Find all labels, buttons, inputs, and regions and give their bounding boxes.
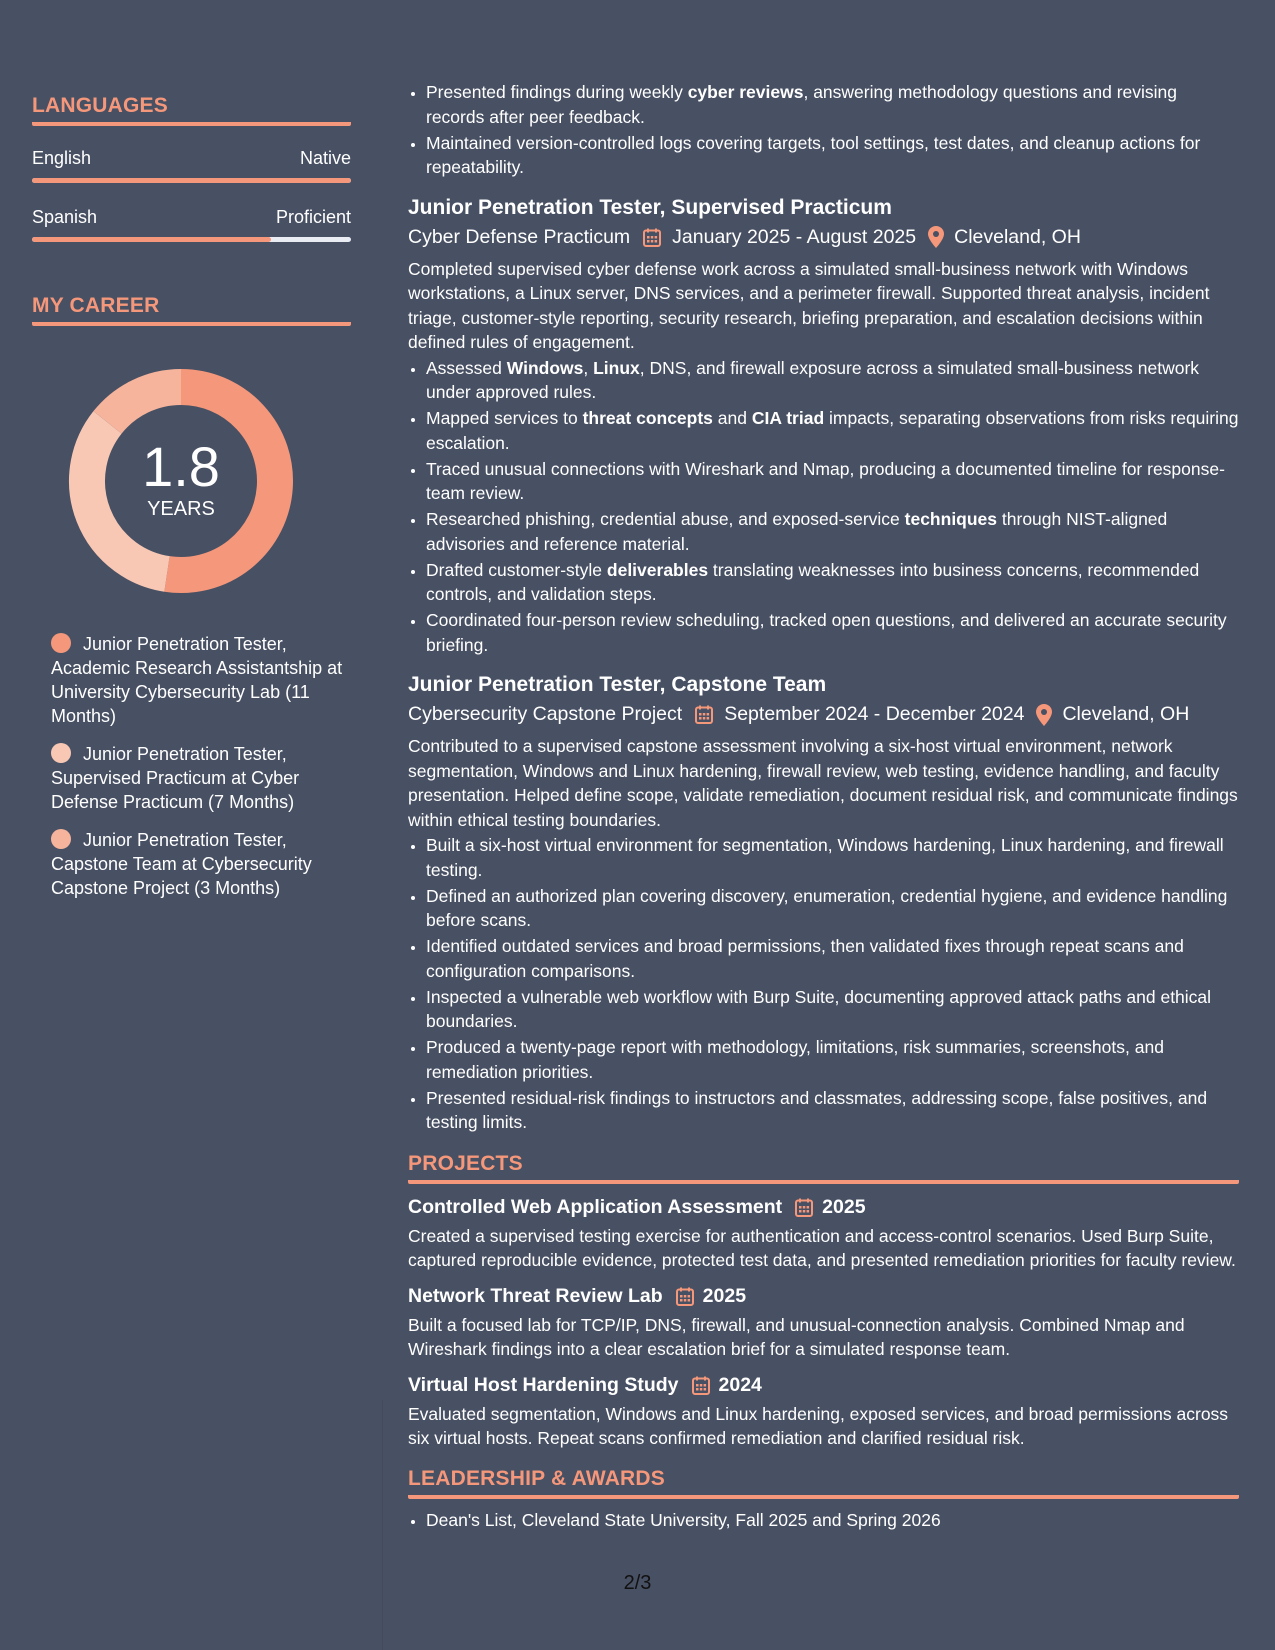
leadership-title: LEADERSHIP & AWARDS	[408, 1467, 1239, 1499]
job-location: Cleveland, OH	[954, 225, 1081, 248]
legend-label: Junior Penetration Tester, Academic Research Assistantship at University Cybersecurity Lab (11 Months)	[51, 634, 343, 726]
bullet-text: Produced a twenty-page report with methodology, limitations, risk summaries, screenshots, and remediation priorities.	[426, 1037, 1164, 1082]
leadership-list	[408, 1508, 1239, 1533]
career-legend-item	[51, 828, 351, 900]
legend-dot	[51, 633, 71, 653]
project-header	[408, 1285, 1239, 1308]
job-location: Cleveland, OH	[1062, 703, 1190, 725]
languages-title: LANGUAGES	[32, 94, 351, 126]
project-year: 2024	[718, 1373, 762, 1396]
experience-list	[408, 196, 1239, 1135]
language-row	[32, 148, 351, 169]
calendar-icon-svg	[675, 1286, 695, 1307]
calendar-icon	[694, 704, 714, 725]
job-dates: January 2025 - August 2025	[672, 225, 917, 248]
bullet-text: Drafted customer-style	[426, 559, 607, 580]
legend-label: Junior Penetration Tester, Capstone Team at Cybersecurity Capstone Project (3 Months)	[51, 830, 312, 898]
job-entry	[408, 196, 1239, 658]
project-entry	[408, 1285, 1239, 1362]
bullet-text: impacts, separating observations from risks requiring escalation.	[426, 408, 1239, 453]
career-legend-item	[51, 742, 351, 814]
map-pin-icon-svg	[928, 226, 944, 248]
job-organization: Cybersecurity Capstone Project	[408, 703, 683, 725]
bullet-keyword: Linux	[593, 357, 640, 378]
bullet-text: Presented findings during weekly	[426, 82, 688, 102]
language-name: English	[32, 148, 92, 168]
bullet-item	[426, 131, 1239, 180]
language-item	[32, 148, 351, 183]
projects-list	[408, 1196, 1239, 1451]
career-legend-item	[51, 632, 351, 728]
bullet-item	[426, 608, 1239, 657]
main-content	[408, 0, 1239, 1534]
map-pin-icon	[928, 226, 944, 248]
bullet-text: Coordinated four-person review scheduling, tracked open questions, and delivered an accurate security briefing.	[426, 610, 1227, 655]
bullet-text: Assessed	[426, 357, 507, 378]
bullet-item	[426, 356, 1239, 405]
language-proficiency-fill	[32, 178, 351, 183]
column-divider	[382, 1400, 383, 1650]
bullet-item	[426, 934, 1239, 983]
map-pin-icon	[1036, 704, 1052, 726]
project-entry	[408, 1196, 1239, 1273]
calendar-icon	[691, 1375, 711, 1396]
bullet-keyword: deliverables	[606, 559, 709, 580]
job-bullets	[408, 356, 1239, 658]
job-meta	[408, 226, 1239, 249]
map-pin-icon-svg	[1036, 704, 1052, 726]
language-name: Spanish	[32, 207, 98, 227]
bullet-item	[426, 985, 1239, 1034]
job-title: Junior Penetration Tester, Capstone Team	[408, 673, 827, 696]
project-description: Built a focused lab for TCP/IP, DNS, firewall, and unusual-connection analysis. Combined Nmap and Wireshark findings into a clear escalation brief for a simulated response team.	[408, 1314, 1185, 1359]
bullet-text: Maintained version-controlled logs covering targets, tool settings, test dates, and cleanup actions for repeatability.	[426, 132, 1201, 177]
calendar-icon-svg	[642, 227, 662, 248]
bullet-keyword: threat concepts	[582, 408, 713, 428]
project-name: Virtual Host Hardening Study	[408, 1373, 679, 1396]
bullet-keyword: cyber reviews	[687, 82, 804, 102]
calendar-icon	[642, 227, 662, 248]
bullet-text: translating weaknesses into business concerns, recommended controls, and validation steps.	[426, 559, 1200, 604]
bullet-item	[426, 1086, 1239, 1135]
career-legend	[32, 632, 351, 900]
project-description: Evaluated segmentation, Windows and Linux hardening, exposed services, and broad permissions across six virtual hosts. Repeat scans confirmed remediation and clarified residual risk.	[408, 1403, 1229, 1448]
sidebar	[32, 0, 351, 914]
bullet-text: ,	[583, 357, 594, 378]
legend-dot	[51, 743, 71, 763]
bullet-text: Mapped services to	[426, 408, 583, 428]
language-row	[32, 207, 351, 228]
project-header	[408, 1196, 1239, 1219]
bullet-text: and	[712, 408, 752, 428]
bullet-item	[426, 507, 1239, 556]
language-level: Native	[299, 148, 351, 168]
bullet-item	[426, 833, 1239, 882]
project-entry	[408, 1374, 1239, 1451]
bullet-text: Presented residual-risk findings to instructors and classmates, addressing scope, false positives, and testing limits.	[426, 1087, 1208, 1132]
job-dates: September 2024 - December 2024	[724, 703, 1025, 725]
calendar-icon-svg	[691, 1375, 711, 1396]
bullet-item	[426, 80, 1239, 129]
project-name: Network Threat Review Lab	[408, 1284, 663, 1307]
bullet-text: Defined an authorized plan covering discovery, enumeration, credential hygiene, and evidence handling before scans.	[426, 885, 1228, 930]
job-summary: Contributed to a supervised capstone assessment involving a six-host virtual environment, network segmentation, Windows and Linux hardening, firewall review, web testing, evidence handling, and faculty presentation. Helped define scope, validate remediation, document residual risk, and communicate findings within ethical testing boundaries.	[408, 736, 1238, 830]
project-year: 2025	[822, 1195, 866, 1218]
award-item: • Dean's List, Cleveland State University, Fall 2025 and Spring 2026	[426, 1508, 1239, 1533]
bullet-item	[426, 884, 1239, 933]
bullet-item	[426, 1035, 1239, 1084]
bullet-text: Researched phishing, credential abuse, and exposed-service	[426, 509, 905, 529]
legend-dot	[51, 829, 71, 849]
bullet-item	[426, 558, 1239, 607]
career-total: 1.8	[142, 435, 220, 498]
job-entry	[408, 673, 1239, 1135]
job-organization: Cyber Defense Practicum	[408, 225, 631, 248]
bullet-keyword: CIA triad	[751, 408, 825, 428]
bullet-keyword: Windows	[506, 357, 584, 378]
job-bullets	[408, 833, 1239, 1135]
language-list	[32, 148, 351, 242]
job-title: Junior Penetration Tester, Supervised Practicum	[408, 195, 892, 219]
bullet-item	[426, 406, 1239, 455]
calendar-icon-svg	[794, 1197, 814, 1218]
project-name: Controlled Web Application Assessment	[408, 1195, 783, 1218]
previous-role-bullets	[408, 80, 1239, 180]
calendar-icon	[794, 1197, 814, 1218]
job-meta	[408, 703, 1239, 726]
language-level: Proficient	[275, 207, 351, 227]
project-description: Created a supervised testing exercise for authentication and access-control scenarios. Used Burp Suite, captured reproducible evidence, protected test data, and presented remediation priorities for faculty review.	[408, 1225, 1236, 1270]
project-year: 2025	[702, 1284, 747, 1307]
bullet-text: , DNS, and firewall exposure across a simulated small-business network under approved rules.	[426, 357, 1200, 402]
bullet-text: through NIST-aligned advisories and reference material.	[426, 509, 1168, 554]
career-title: MY CAREER	[32, 294, 351, 326]
bullet-text: , answering methodology questions and revising records after peer feedback.	[426, 82, 1178, 127]
legend-label: Junior Penetration Tester, Supervised Practicum at Cyber Defense Practicum (7 Months)	[51, 744, 300, 812]
bullet-text: Built a six-host virtual environment for segmentation, Windows hardening, Linux hardening, and firewall testing.	[426, 835, 1224, 880]
career-unit: YEARS	[147, 498, 215, 520]
language-item	[32, 207, 351, 242]
project-header	[408, 1374, 1239, 1397]
bullet-text: Inspected a vulnerable web workflow with Burp Suite, documenting approved attack paths and ethical boundaries.	[426, 986, 1212, 1031]
bullet-item	[426, 457, 1239, 506]
bullet-keyword: techniques	[904, 509, 998, 529]
language-proficiency-fill	[32, 237, 271, 242]
calendar-icon-svg	[694, 704, 714, 725]
page-number: 2/3	[623, 1572, 652, 1594]
donut-segment-3	[108, 387, 181, 422]
language-proficiency-bar	[32, 237, 351, 242]
bullet-text: Traced unusual connections with Wireshark and Nmap, producing a documented timeline for response-team review.	[426, 458, 1225, 503]
job-summary: Completed supervised cyber defense work across a simulated small-business network with Windows workstations, a Linux server, DNS services, and a perimeter firewall. Supported threat analysis, incident triage, customer-style reporting, security research, briefing preparation, and escalation decisions within defined rules of engagement.	[408, 258, 1210, 352]
language-proficiency-bar	[32, 178, 351, 183]
projects-title: PROJECTS	[408, 1152, 1239, 1184]
career-donut	[66, 366, 296, 596]
calendar-icon	[675, 1286, 695, 1307]
bullet-text: Identified outdated services and broad permissions, then validated fixes through repeat scans and configuration comparisons.	[426, 936, 1184, 981]
